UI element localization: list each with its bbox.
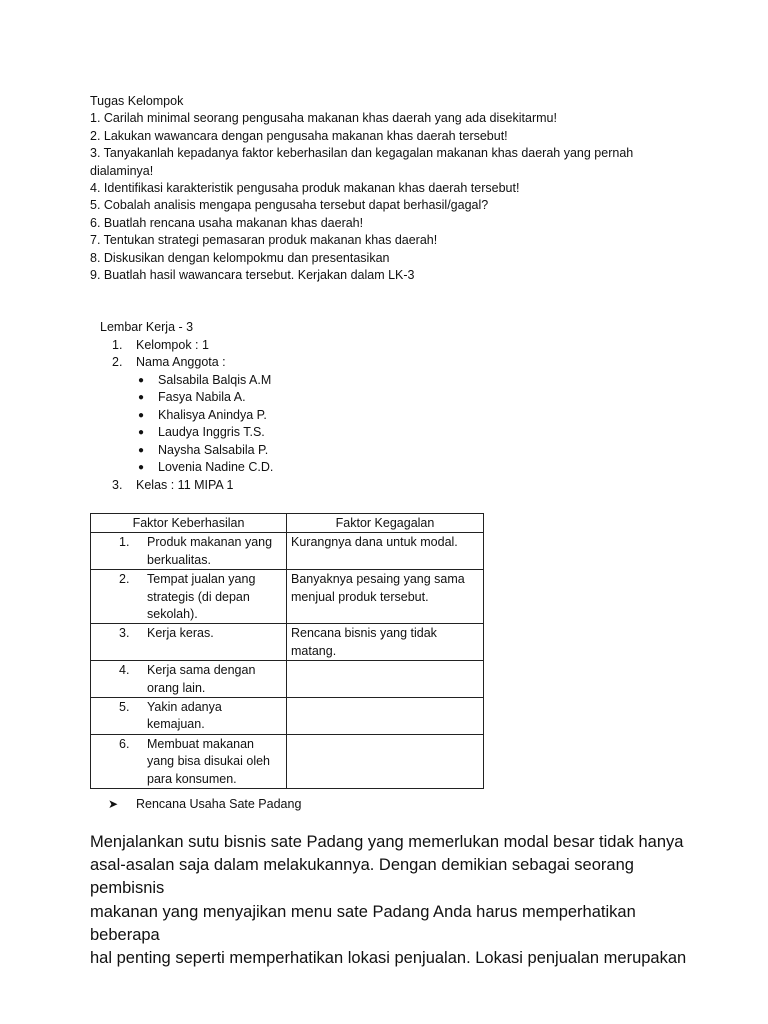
member-name: Khalisya Anindya P.	[158, 407, 267, 422]
member-item	[100, 389, 273, 407]
success-cell	[91, 533, 287, 570]
failure-cell	[287, 698, 484, 735]
task-title: Tugas Kelompok	[90, 94, 184, 108]
member-name: Lovenia Nadine C.D.	[158, 460, 274, 474]
table-row	[91, 661, 484, 698]
task-line: 4. Identifikasi karakteristik pengusaha produk makanan khas daerah tersebut!	[90, 181, 520, 196]
member-item	[100, 372, 273, 390]
paragraph-line: hal penting seperti memperhatikan lokasi penjualan. Lokasi penjualan merupakan	[90, 949, 687, 968]
task-line: 6. Buatlah rencana usaha makanan khas daerah!	[90, 215, 364, 230]
lembar-title: Lembar Kerja - 3	[100, 320, 194, 334]
row-number: 1.	[119, 535, 130, 550]
bullet-icon: ●	[138, 444, 145, 456]
table-header-row	[91, 514, 484, 533]
success-text: Kerja keras.	[147, 626, 214, 641]
task-line: 3. Tanyakanlah kepadanya faktor keberhasilan dan kegagalan makanan khas daerah yang pernah	[90, 146, 634, 161]
success-text: Produk makanan yang berkualitas.	[147, 535, 273, 567]
bullet-icon: ●	[138, 462, 145, 473]
failure-cell: Rencana bisnis yang tidak matang.	[287, 624, 484, 661]
header-failure: Faktor Kegagalan	[287, 514, 484, 533]
task-line: dialaminya!	[90, 163, 154, 178]
member-item	[100, 424, 273, 442]
table-row	[91, 533, 484, 570]
bullet-icon: ●	[138, 409, 145, 421]
member-item	[100, 459, 273, 477]
table-row	[91, 624, 484, 661]
success-cell	[91, 734, 287, 788]
member-item	[100, 407, 273, 425]
success-cell	[91, 624, 287, 661]
arrow-bullet-icon: ➤	[108, 797, 119, 811]
factor-table	[90, 513, 484, 789]
list-item	[100, 337, 273, 355]
row-number: 2.	[119, 572, 130, 587]
header-success: Faktor Keberhasilan	[91, 514, 287, 533]
failure-cell: Banyaknya pesaing yang sama menjual produk tersebut.	[287, 570, 484, 624]
member-item	[100, 442, 273, 460]
failure-cell	[287, 734, 484, 788]
anggota-text: Nama Anggota :	[136, 355, 226, 369]
success-cell	[91, 570, 287, 624]
row-number: 3.	[119, 626, 130, 641]
success-text: Kerja sama dengan orang lain.	[147, 663, 256, 695]
task-line: 5. Cobalah analisis mengapa pengusaha tersebut dapat berhasil/gagal?	[90, 198, 489, 213]
list-number: 3.	[112, 477, 123, 492]
paragraph-line: makanan yang menyajikan menu sate Padang Anda harus memperhatikan beberapa	[90, 902, 636, 944]
failure-cell: Kurangnya dana untuk modal.	[287, 533, 484, 570]
bullet-icon: ●	[138, 374, 145, 386]
paragraph-line: asal-asalan saja dalam melakukannya. Dengan demikian sebagai seorang pembisnis	[90, 856, 634, 898]
success-cell	[91, 661, 287, 698]
task-line: 2. Lakukan wawancara dengan pengusaha makanan khas daerah tersebut!	[90, 128, 508, 143]
paragraph-line: Menjalankan sutu bisnis sate Padang yang memerlukan modal besar tidak hanya	[90, 833, 684, 851]
member-name: Laudya Inggris T.S.	[158, 425, 265, 439]
success-text: Tempat jualan yang strategis (di depan sekolah).	[147, 572, 256, 622]
task-line: 7. Tentukan strategi pemasaran produk makanan khas daerah!	[90, 233, 438, 248]
task-line: 8. Diskusikan dengan kelompokmu dan presentasikan	[90, 250, 390, 265]
row-number: 5.	[119, 700, 130, 715]
list-number: 2.	[112, 355, 123, 369]
bullet-icon: ●	[138, 427, 145, 438]
table-row	[91, 698, 484, 735]
body-paragraph	[90, 831, 690, 970]
table-row	[91, 734, 484, 788]
kelas-text: Kelas : 11 MIPA 1	[136, 477, 234, 492]
success-text: Membuat makanan yang bisa disukai oleh para konsumen.	[147, 736, 270, 786]
table-row	[91, 570, 484, 624]
bullet-icon: ●	[138, 392, 145, 403]
member-name: Fasya Nabila A.	[158, 390, 246, 404]
kelompok-text: Kelompok : 1	[136, 337, 209, 352]
list-number: 1.	[112, 337, 123, 352]
list-item	[100, 354, 273, 372]
task-line: 1. Carilah minimal seorang pengusaha makanan khas daerah yang ada disekitarmu!	[90, 111, 557, 126]
failure-cell	[287, 661, 484, 698]
member-name: Salsabila Balqis A.M	[158, 372, 272, 387]
list-item	[100, 477, 273, 495]
success-text: Yakin adanya kemajuan.	[147, 700, 222, 732]
lembar-kerja	[100, 319, 273, 494]
row-number: 6.	[119, 736, 130, 751]
success-cell	[91, 698, 287, 735]
member-name: Naysha Salsabila P.	[158, 442, 269, 457]
task-list	[90, 93, 690, 284]
task-line: 9. Buatlah hasil wawancara tersebut. Kerjakan dalam LK-3	[90, 268, 415, 283]
rencana-title: Rencana Usaha Sate Padang	[136, 797, 302, 811]
row-number: 4.	[119, 663, 130, 678]
